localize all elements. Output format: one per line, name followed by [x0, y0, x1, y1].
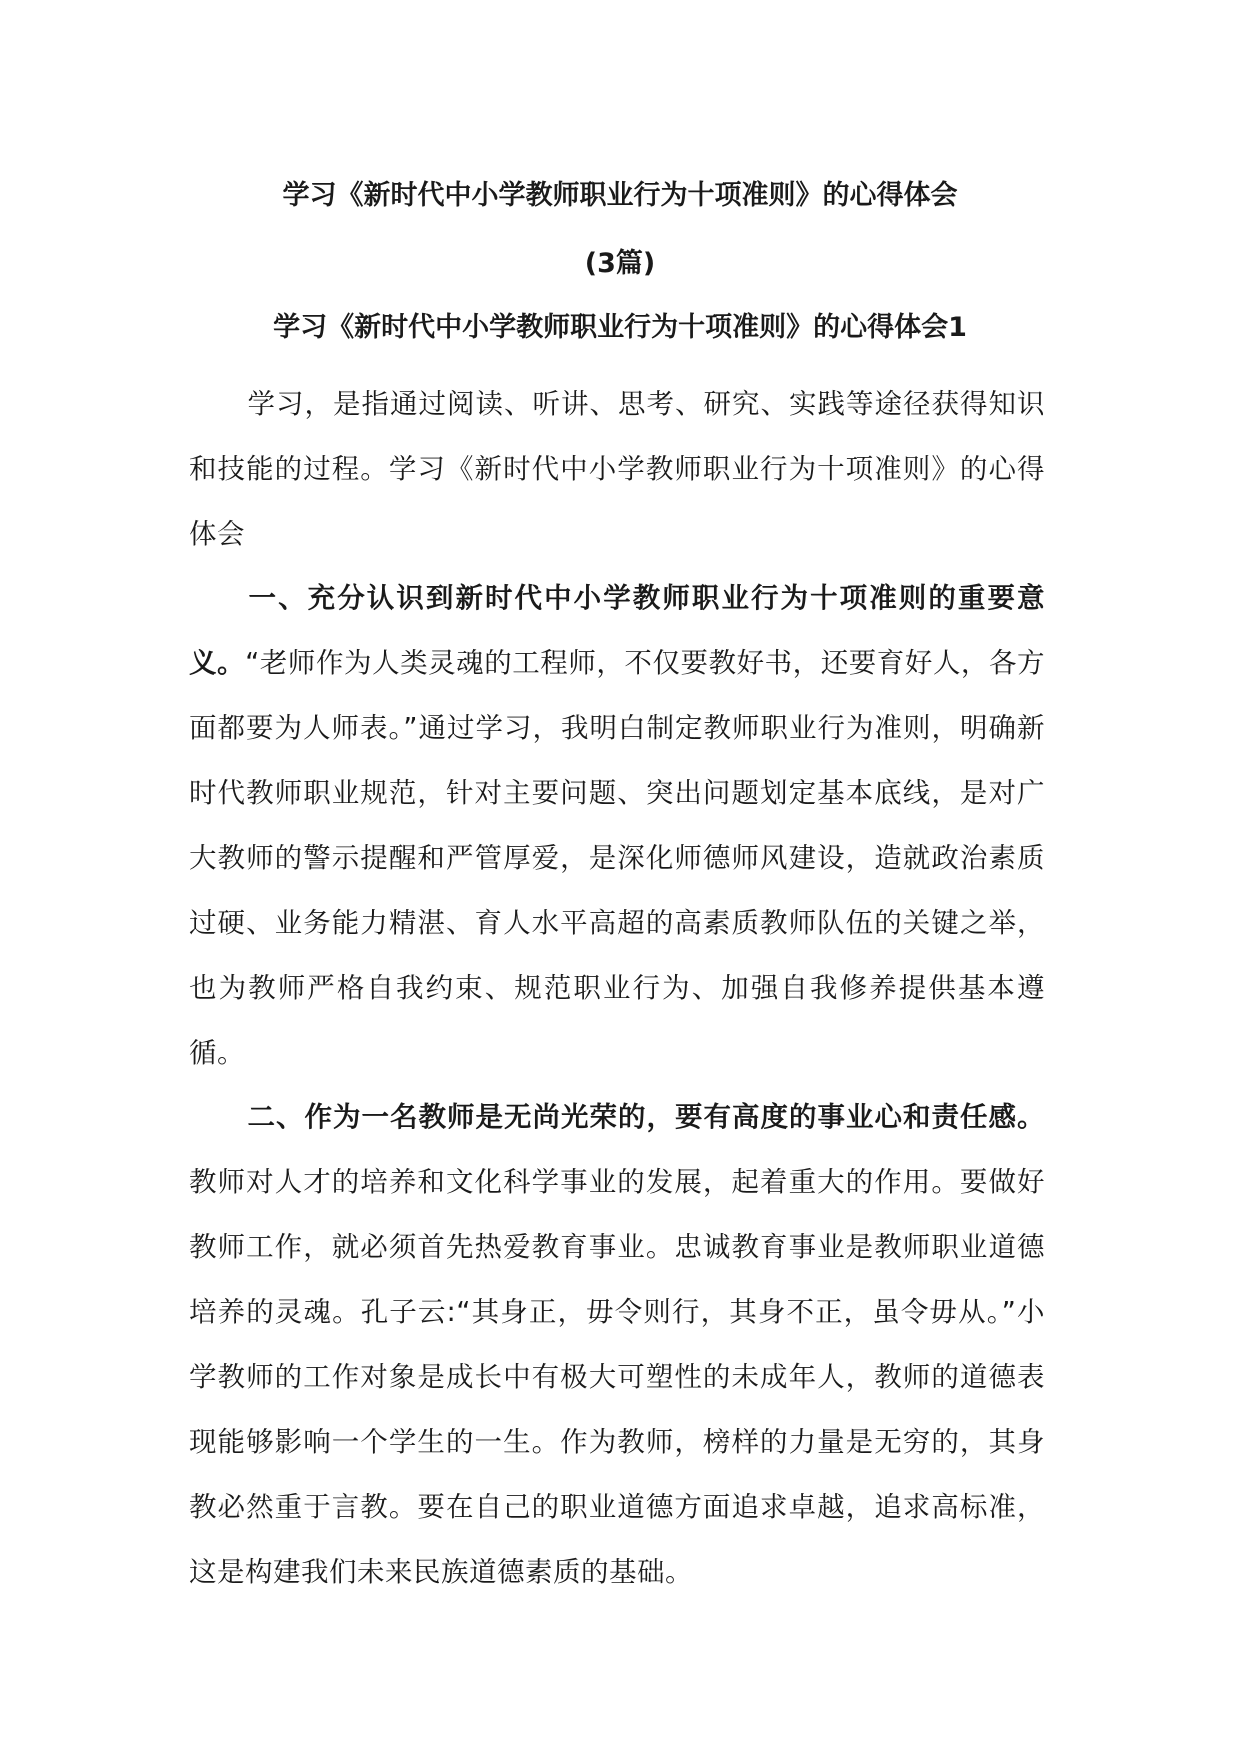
document-subtitle: (3篇)	[584, 248, 656, 279]
paragraph-section-2	[189, 1085, 1045, 1605]
paragraph-text: “老师作为人类灵魂的工程师，不仅要教好书，还要育好人，各方面都要为人师表。”通过学习，我明白制定教师职业行为准则，明确新时代教师职业规范，针对主要问题、突出问题划定基本底线，是对广大教师的警示提醒和严管厚爱，是深化师德师风建设，造就政治素质过硬、业务能力精湛、育人水平高超的高素质教师队伍的关键之举，也为教师严格自我约束、规范职业行为、加强自我修养提供基本遵循。	[189, 647, 1046, 1069]
paragraph-text: 教师对人才的培养和文化科学事业的发展，起着重大的作用。要做好教师工作，就必须首先热爱教育事业。忠诚教育事业是教师职业道德培养的灵魂。孔子云:“其身正，毋令则行，其身不正，虽令毋从。”小学教师的工作对象是成长中有极大可塑性的未成年人，教师的道德表现能够影响一个学生的一生。作为教师，榜样的力量是无穷的，其身教必然重于言教。要在自己的职业道德方面追求卓越，追求高标准，这是构建我们未来民族道德素质的基础。	[189, 1166, 1045, 1588]
document-title: 学习《新时代中小学教师职业行为十项准则》的心得体会	[282, 180, 958, 211]
paragraph-text: 学习，是指通过阅读、听讲、思考、研究、实践等途径获得知识和技能的过程。学习《新时代中小学教师职业行为十项准则》的心得体会	[189, 388, 1045, 550]
paragraph-intro	[189, 372, 1045, 567]
article-title: 学习《新时代中小学教师职业行为十项准则》的心得体会1	[273, 312, 967, 343]
paragraph-section-1	[189, 566, 1045, 1086]
section-heading: 二、作为一名教师是无尚光荣的，要有高度的事业心和责任感。	[247, 1101, 1045, 1133]
section-heading: 一、充分认识到新时代中小学教师职业行为十项准则的重要意义。	[189, 582, 1045, 679]
